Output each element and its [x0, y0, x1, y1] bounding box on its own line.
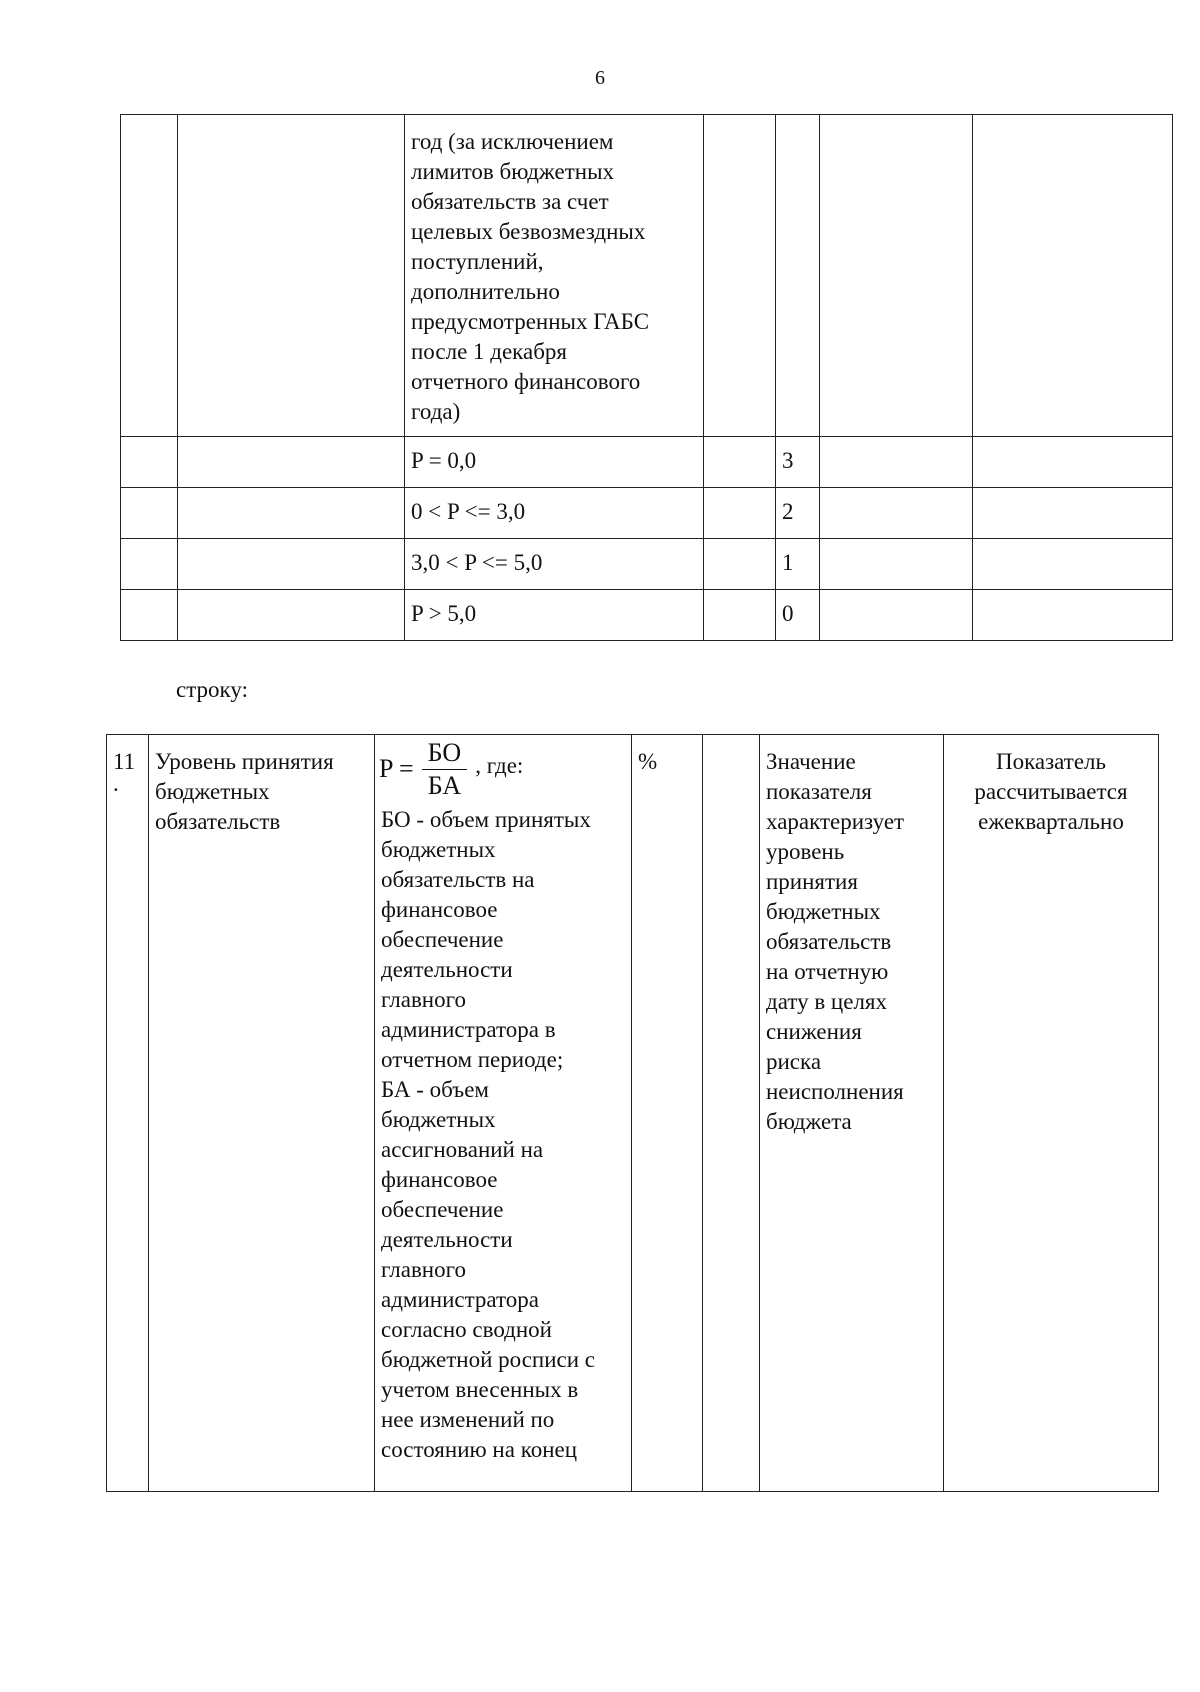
cell-condition [405, 437, 704, 488]
formula-desc-line: деятельности [381, 957, 513, 982]
formula-denominator: БА [427, 770, 462, 800]
meaning-line: бюджетных [766, 899, 881, 924]
formula [375, 735, 631, 806]
formula-desc-line: администратора в [381, 1017, 556, 1042]
cell-number [121, 488, 178, 539]
meaning-line: показателя [766, 779, 872, 804]
condition-text: 0 < P <= 3,0 [411, 499, 526, 524]
note-line: рассчитывается [974, 779, 1128, 804]
cell-score [776, 115, 820, 437]
page-number: 6 [595, 67, 605, 89]
cell-unit [704, 590, 776, 641]
description-line: отчетного финансового [411, 369, 641, 394]
cell-description [405, 115, 704, 437]
cell-number [121, 590, 178, 641]
cell-score [776, 437, 820, 488]
unit-text: % [638, 749, 658, 774]
cell-meaning [820, 437, 973, 488]
formula-fraction [422, 737, 468, 802]
cell-condition [405, 539, 704, 590]
formula-desc-line: согласно сводной [381, 1317, 552, 1342]
meaning-line: снижения [766, 1019, 862, 1044]
cell-meaning [820, 539, 973, 590]
meaning-line: уровень [766, 839, 845, 864]
formula-desc-line: обеспечение [381, 927, 504, 952]
score-text: 0 [782, 601, 794, 626]
formula-desc-line: ассигнований на [381, 1137, 544, 1162]
cell-unit [704, 539, 776, 590]
condition-text: 3,0 < P <= 5,0 [411, 550, 543, 575]
cell-score [776, 590, 820, 641]
cell-score [703, 735, 760, 1492]
cell-unit [704, 437, 776, 488]
score-text: 3 [782, 448, 794, 473]
cell-number [121, 437, 178, 488]
cell-meaning [820, 590, 973, 641]
cell-number [107, 735, 149, 1492]
formula-desc-line: обеспечение [381, 1197, 504, 1222]
cell-name [178, 115, 405, 437]
cell-meaning [760, 735, 944, 1492]
meaning-line: характеризует [766, 809, 905, 834]
formula-desc-line: БО - объем принятых [381, 807, 591, 832]
cell-note [973, 437, 1173, 488]
description-line: поступлений, [411, 249, 544, 274]
cell-unit [632, 735, 703, 1492]
name-line: бюджетных [155, 779, 270, 804]
formula-numerator: БО [427, 737, 462, 767]
description-line: года) [411, 399, 461, 424]
table-row [121, 115, 1173, 437]
cell-meaning [820, 488, 973, 539]
score-text: 1 [782, 550, 794, 575]
meaning-line: обязательств [766, 929, 892, 954]
formula-desc-line: БА - объем [381, 1077, 489, 1102]
meaning-line: бюджета [766, 1109, 852, 1134]
criteria-table-continued [120, 114, 1173, 641]
description-line: лимитов бюджетных [411, 159, 615, 184]
table-row [121, 437, 1173, 488]
meaning-line: принятия [766, 869, 858, 894]
formula-desc-line: деятельности [381, 1227, 513, 1252]
cell-condition [405, 488, 704, 539]
cell-name [178, 488, 405, 539]
cell-number [121, 115, 178, 437]
row-number-dot: . [113, 771, 119, 796]
cell-name [178, 539, 405, 590]
cell-formula [375, 735, 632, 1492]
formula-desc-line: финансовое [381, 897, 498, 922]
formula-desc-line: главного [381, 1257, 466, 1282]
formula-desc-line: отчетном периоде; [381, 1047, 564, 1072]
cell-note [973, 115, 1173, 437]
description-line: год (за исключением [411, 129, 614, 154]
cell-name [178, 590, 405, 641]
row-number: 11 [113, 749, 136, 774]
table-row [121, 488, 1173, 539]
name-line: обязательств [155, 809, 281, 834]
formula-desc-line: состоянию на конец [381, 1437, 578, 1462]
instruction-text: строку: [176, 677, 248, 702]
description-line: предусмотренных ГАБС [411, 309, 650, 334]
description-line: после 1 декабря [411, 339, 568, 364]
meaning-line: неисполнения [766, 1079, 904, 1104]
formula-desc-line: бюджетных [381, 837, 496, 862]
score-text: 2 [782, 499, 794, 524]
formula-desc-line: главного [381, 987, 466, 1012]
cell-meaning [820, 115, 973, 437]
cell-condition [405, 590, 704, 641]
formula-desc-line: учетом внесенных в [381, 1377, 579, 1402]
formula-lhs: P = [379, 754, 414, 783]
meaning-line: на отчетную [766, 959, 889, 984]
description-line: обязательств за счет [411, 189, 609, 214]
cell-unit [704, 488, 776, 539]
formula-desc-line: финансовое [381, 1167, 498, 1192]
cell-score [776, 488, 820, 539]
formula-suffix: , где: [475, 753, 524, 778]
table-row [121, 539, 1173, 590]
cell-note [973, 590, 1173, 641]
formula-desc-line: обязательств на [381, 867, 535, 892]
condition-text: P = 0,0 [411, 448, 477, 473]
note-line: Показатель [995, 749, 1107, 774]
note-line: ежеквартально [978, 809, 1124, 834]
condition-text: P > 5,0 [411, 601, 477, 626]
meaning-line: дату в целях [766, 989, 887, 1014]
meaning-line: риска [766, 1049, 822, 1074]
cell-unit [704, 115, 776, 437]
indicator-table [106, 734, 1159, 1492]
formula-desc-line: администратора [381, 1287, 540, 1312]
cell-note [973, 539, 1173, 590]
formula-desc-line: бюджетной росписи с [381, 1347, 596, 1372]
description-line: целевых безвозмездных [411, 219, 646, 244]
formula-desc-line: бюджетных [381, 1107, 496, 1132]
formula-desc-line: нее изменений по [381, 1407, 555, 1432]
cell-note [944, 735, 1159, 1492]
table-row [121, 590, 1173, 641]
cell-note [973, 488, 1173, 539]
cell-number [121, 539, 178, 590]
cell-name [149, 735, 375, 1492]
name-line: Уровень принятия [155, 749, 334, 774]
description-line: дополнительно [411, 279, 560, 304]
meaning-line: Значение [766, 749, 856, 774]
cell-score [776, 539, 820, 590]
table-row [107, 735, 1159, 1492]
cell-name [178, 437, 405, 488]
